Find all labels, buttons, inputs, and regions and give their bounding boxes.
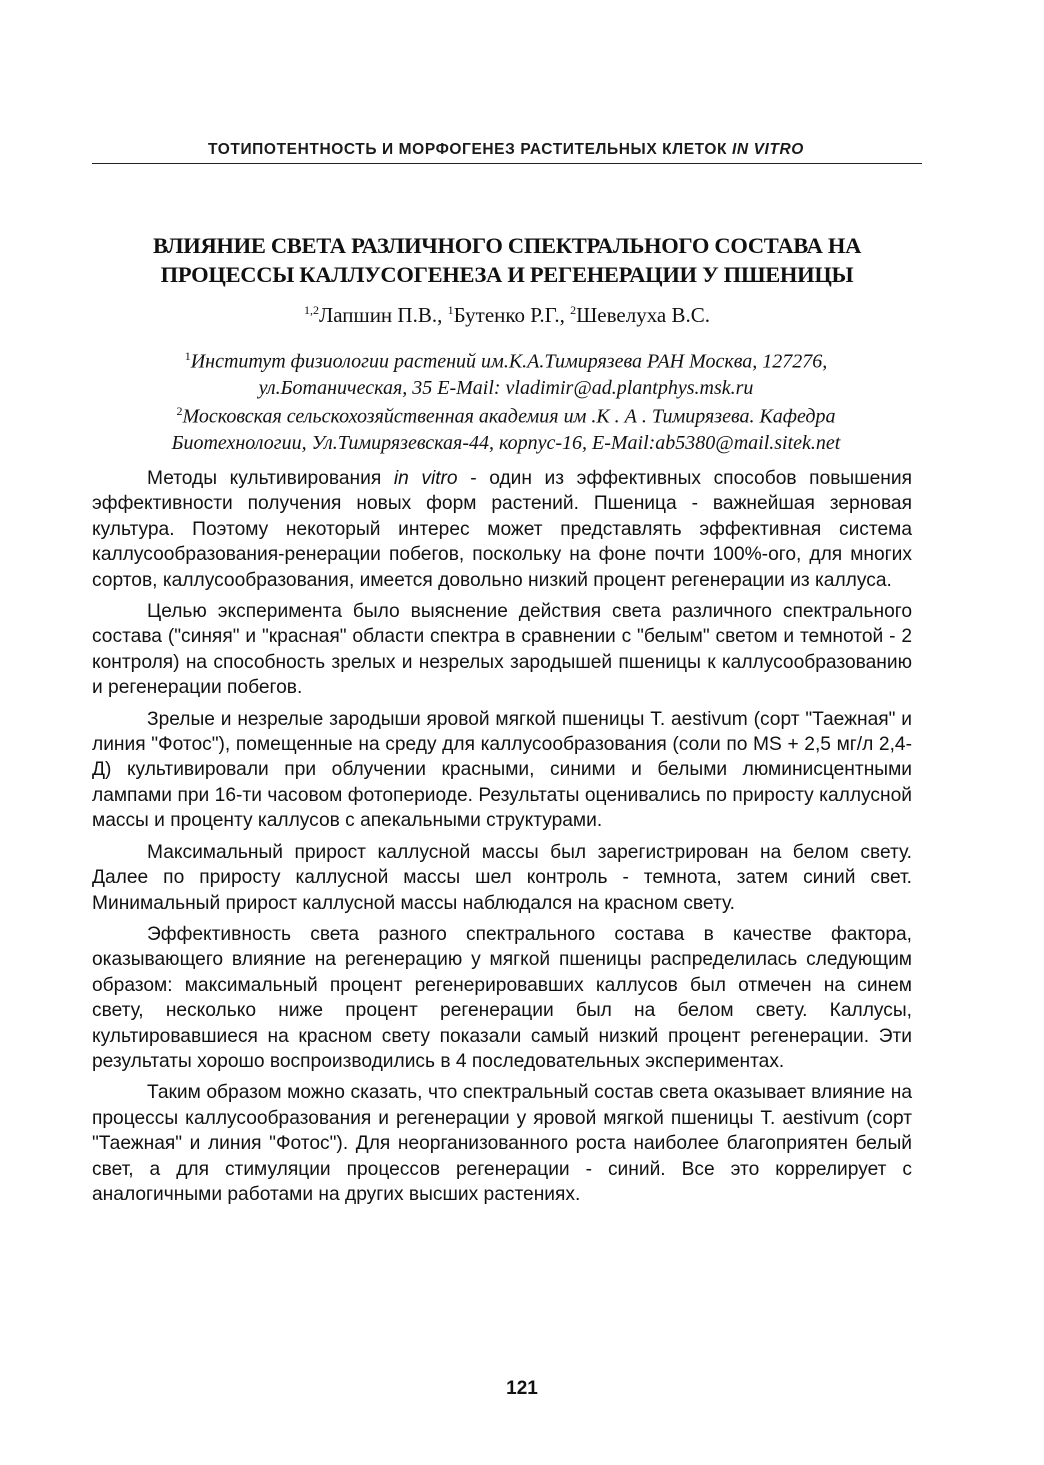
paragraph-2: Целью эксперимента было выяснение действия света различного спектрального состава ("синяя" и "красная" области спектра в сравнении с "белым" светом и темнотой - 2 контроля) на способность зрелых и незрелых зародышей пшеницы к каллусообразованию и регенерации побегов.: [92, 601, 912, 699]
paragraph-3: Зрелые и незрелые зародыши яровой мягкой пшеницы T. aestivum (сорт "Таежная" и линия "Фотос"), помещенные на среду для каллусообразования (соли по MS + 2,5 мг/л 2,4-Д) культивировали при облучении красными, синими и белыми люминисцентными лампами при 16-ти часовом фотопериоде. Результаты оценивались по приросту каллусной массы и проценту каллусов с апекальными структурами.: [92, 708, 912, 832]
author-list: [90, 297, 924, 328]
header-rule: [92, 163, 922, 164]
affiliation-1-line-1: [96, 343, 916, 375]
paragraph-5: Эффективность света разного спектрального состава в качестве фактора, оказывающего влияние на регенерацию у мягкой пшеницы распределилась следующим образом: максимальный процент регенерировавших каллусов был отмечен на синем свету, несколько ниже процент регенерации был на белом свету. Каллусы, культировавшиеся на красном свету показали самый низкий процент регенерации. Эти результаты хорошо воспроизводились в 4 последовательных экспериментах.: [92, 923, 912, 1072]
author-3-affil-mark: 2: [570, 303, 577, 317]
author-2-name: Бутенко Р.Г.,: [453, 303, 571, 327]
author-1-name: Лапшин П.В.,: [319, 303, 448, 327]
article-body: [92, 466, 912, 1213]
affiliation-2-mark: 2: [176, 404, 183, 418]
title-line-1: ВЛИЯНИЕ СВЕТА РАЗЛИЧНОГО СПЕКТРАЛЬНОГО СОСТАВА НА: [152, 233, 862, 258]
affiliation-2-line-1: [96, 398, 916, 430]
running-head: [92, 141, 920, 159]
paragraph-1-italic-term: in vitro: [393, 468, 458, 489]
affiliation-1-line-2: ул.Ботаническая, 35 E-Mail: vladimir@ad.plantphys.msk.ru: [258, 376, 754, 399]
title-line-2: ПРОЦЕССЫ КАЛЛУСОГЕНЕЗА И РЕГЕНЕРАЦИИ У ПШЕНИЦЫ: [160, 262, 854, 287]
paragraph-1: [92, 466, 912, 593]
paragraph-1-start: Методы культивирования: [147, 468, 394, 489]
affiliation-2-line-2: Биотехнологии, Ул.Тимирязевская-44, корпус-16, E-Mail:ab5380@mail.sitek.net: [171, 431, 841, 454]
article-title: [90, 231, 924, 289]
paragraph-1-rest: - один из эффективных способов повышения эффективности получения новых форм растений. Пшеница - важнейшая зерновая культура. Поэтому некоторый интерес может представлять эффективная система каллусообразования-ренерации побегов, поскольку на фоне почти 100%-ого, для многих сортов, каллусообразования, имеется довольно низкий процент регенерации из каллуса.: [92, 468, 912, 591]
affiliation-2: [96, 398, 916, 456]
paragraph-6: Таким образом можно сказать, что спектральный состав света оказывает влияние на процессы каллусообразования и регенерации у яровой мягкой пшеницы T. aestivum (сорт "Таежная" и линия "Фотос"). Для неорганизованного роста наиболее благоприятен белый свет, а для стимуляции процессов регенерации - синий. Все это коррелирует с аналогичными работами на других высших растениях.: [92, 1082, 912, 1205]
page-number: 121: [506, 1378, 538, 1399]
running-head-text: ТОТИПОТЕНТНОСТЬ И МОРФОГЕНЕЗ РАСТИТЕЛЬНЫХ КЛЕТОК: [208, 141, 728, 158]
affiliation-2-text: Московская сельскохозяйственная академия им .К . А . Тимирязева. Кафедра: [182, 405, 836, 428]
affiliation-1: [96, 343, 916, 401]
author-3-name: Шевелуха В.С.: [576, 303, 710, 327]
author-1-affil-mark: 1,2: [304, 303, 319, 317]
author-2-affil-mark: 1: [447, 303, 454, 317]
paragraph-4: Максимальный прирост каллусной массы был зарегистрирован на белом свету. Далее по приросту каллусной массы шел контроль - темнота, затем синий свет. Минимальный прирост каллусной массы наблюдался на красном свету.: [92, 841, 912, 914]
affiliation-1-mark: 1: [184, 349, 191, 363]
running-head-italic: IN VITRO: [731, 141, 804, 158]
affiliation-1-text: Институт физиологии растений им.К.А.Тимирязева РАН Москва, 127276,: [190, 350, 828, 373]
